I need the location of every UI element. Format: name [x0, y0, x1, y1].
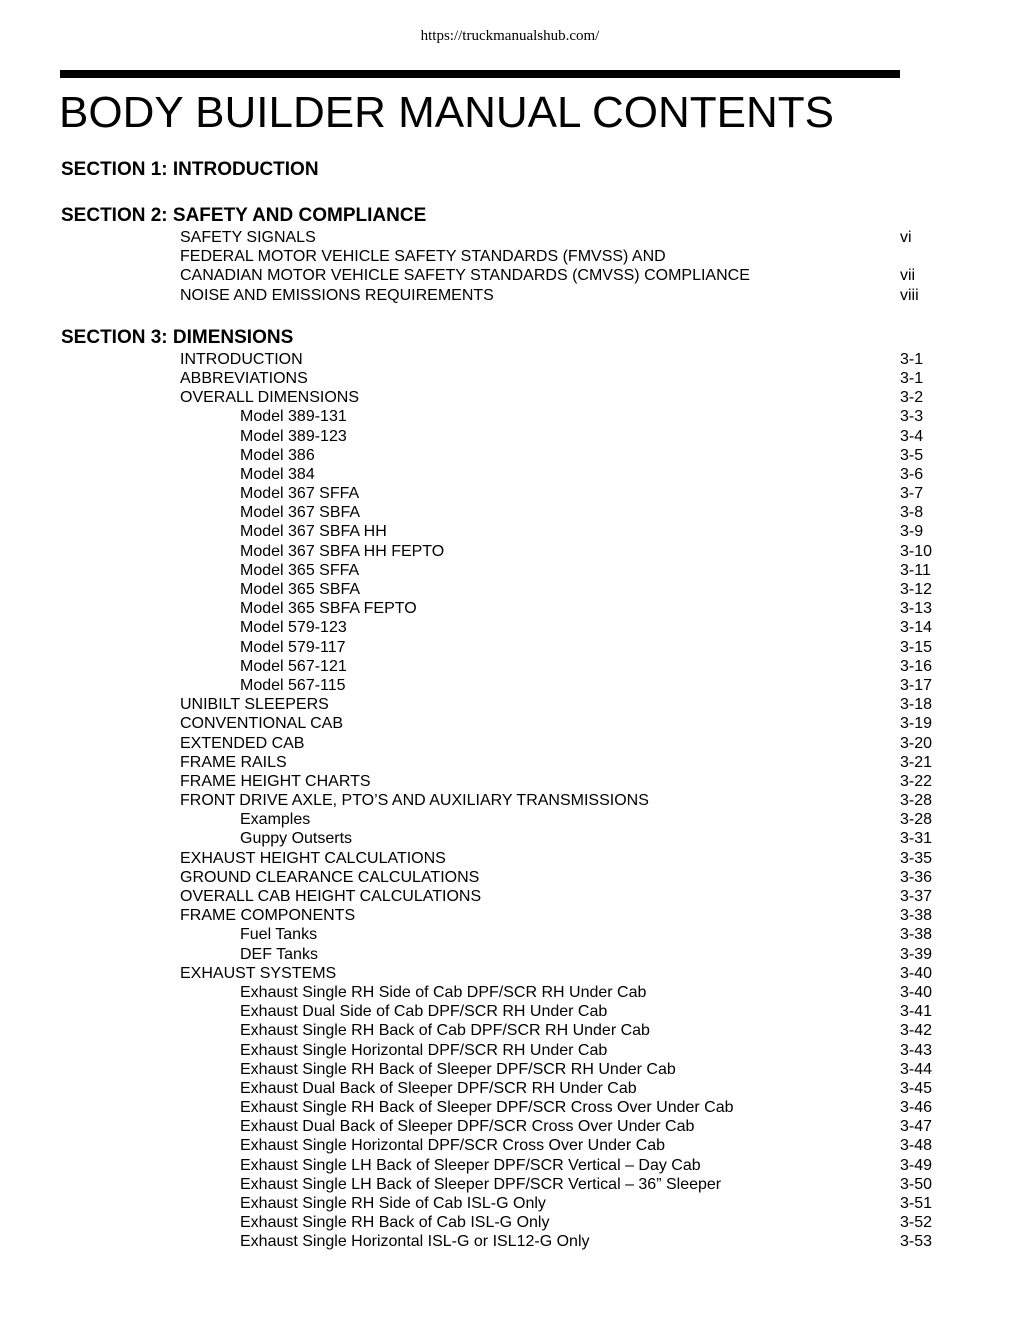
toc-entry[interactable] — [0, 247, 1020, 266]
toc-entry-page: 3-48 — [900, 1137, 933, 1155]
toc-entry[interactable] — [0, 350, 1020, 369]
toc-entry-label: Model 365 SFFA — [240, 561, 360, 579]
toc-entry[interactable] — [0, 561, 1020, 580]
toc-entry-label: Model 384 — [240, 465, 315, 483]
toc-entry[interactable] — [0, 1002, 1020, 1021]
toc-entry-label: Exhaust Single RH Side of Cab DPF/SCR RH Under Cab — [240, 983, 647, 1001]
toc-entry-page: 3-6 — [900, 465, 924, 483]
toc-entry[interactable] — [0, 465, 1020, 484]
section-3 — [0, 326, 1020, 1252]
toc-entry-page: 3-13 — [900, 600, 933, 618]
toc-entry-label: Exhaust Single RH Side of Cab ISL-G Only — [240, 1195, 546, 1212]
toc-entry[interactable] — [0, 1079, 1020, 1098]
toc-entry-label: Model 567-121 — [240, 657, 347, 675]
toc-entry-label: EXTENDED CAB — [180, 734, 305, 752]
toc-entry-label: Model 579-123 — [240, 619, 347, 637]
toc-entry[interactable] — [0, 427, 1020, 446]
toc-entry-label: Model 389-123 — [240, 427, 347, 445]
toc-entry-page: 3-21 — [900, 753, 933, 771]
toc-entry-page: 3-4 — [900, 427, 924, 445]
toc-entry[interactable] — [0, 1041, 1020, 1060]
toc-entry-label: Model 367 SBFA HH FEPTO — [240, 542, 445, 560]
toc-entry-label: UNIBILT SLEEPERS — [180, 696, 329, 714]
toc-entry[interactable] — [0, 369, 1020, 388]
toc-entry-label: Exhaust Single LH Back of Sleeper DPF/SCR Vertical – 36” Sleeper — [240, 1175, 722, 1193]
toc-entry-page: vii — [900, 267, 916, 285]
toc-entry-page: 3-16 — [900, 657, 933, 675]
toc-entry-page: 3-7 — [900, 485, 924, 503]
toc-entry-page: 3-38 — [900, 907, 933, 925]
toc-entry-page: 3-36 — [900, 868, 933, 886]
toc-entry-label: OVERALL DIMENSIONS — [180, 389, 360, 407]
toc-entry-label: DEF Tanks — [240, 945, 318, 963]
toc-entry-page: 3-38 — [900, 926, 933, 944]
toc-entry[interactable] — [0, 887, 1020, 906]
toc-entry-label: Model 567-115 — [240, 676, 346, 694]
toc-entry-label: CONVENTIONAL CAB — [180, 715, 343, 733]
toc-entry-page: 3-9 — [900, 523, 924, 541]
section-heading: SECTION 2: SAFETY AND COMPLIANCE — [61, 205, 427, 226]
toc-entry-page: 3-40 — [900, 983, 933, 1001]
title-rule — [60, 70, 900, 78]
toc-entry[interactable] — [0, 580, 1020, 599]
toc-entry-label: Model 386 — [240, 446, 315, 464]
toc-entry[interactable] — [0, 1213, 1020, 1232]
toc-entry[interactable] — [0, 734, 1020, 753]
toc-entry-page: 3-44 — [900, 1060, 933, 1078]
toc-entry-label: Exhaust Single RH Back of Sleeper DPF/SCR Cross Over Under Cab — [240, 1099, 734, 1117]
section-heading: SECTION 3: DIMENSIONS — [61, 326, 294, 348]
toc-entry-page: 3-41 — [900, 1003, 933, 1021]
toc-entry[interactable] — [0, 618, 1020, 637]
toc-entry-page: 3-18 — [900, 696, 933, 714]
section-1 — [0, 158, 1020, 182]
toc-entry-page: 3-1 — [900, 369, 924, 387]
toc-entry-label: Model 367 SBFA HH — [240, 523, 387, 541]
toc-entry-page: 3-45 — [900, 1079, 933, 1097]
toc-entry[interactable] — [0, 810, 1020, 829]
toc-entry-page: 3-28 — [900, 811, 933, 829]
table-of-contents — [0, 158, 1020, 1252]
toc-entry-label: EXHAUST SYSTEMS — [180, 964, 337, 982]
toc-entry-label: Guppy Outserts — [240, 830, 353, 848]
toc-entry[interactable] — [0, 446, 1020, 465]
toc-entry[interactable] — [0, 1232, 1020, 1251]
toc-entry-page: 3-14 — [900, 619, 933, 637]
toc-entry-label: SAFETY SIGNALS — [180, 229, 316, 246]
toc-entry-label: Exhaust Single RH Back of Cab DPF/SCR RH Under Cab — [240, 1022, 650, 1040]
toc-entry-label: Exhaust Dual Side of Cab DPF/SCR RH Under Cab — [240, 1003, 608, 1021]
toc-entry-page: 3-19 — [900, 715, 933, 733]
toc-entry-page: 3-12 — [900, 581, 933, 598]
toc-entry-label: Fuel Tanks — [240, 926, 318, 944]
toc-entry-label: FRAME RAILS — [180, 753, 287, 771]
toc-entry[interactable] — [0, 388, 1020, 407]
toc-entry-label: Exhaust Single RH Back of Cab ISL-G Only — [240, 1214, 550, 1232]
toc-entry-label: Model 365 SBFA FEPTO — [240, 600, 417, 618]
toc-entry-label: Model 367 SFFA — [240, 485, 360, 503]
toc-entry-label: Model 367 SBFA — [240, 504, 361, 522]
toc-entry-label: OVERALL CAB HEIGHT CALCULATIONS — [180, 888, 482, 905]
toc-entry-page: vi — [900, 229, 912, 246]
toc-entry-label: Exhaust Dual Back of Sleeper DPF/SCR Cross Over Under Cab — [240, 1118, 695, 1136]
toc-entry-label: Exhaust Single RH Back of Sleeper DPF/SCR RH Under Cab — [240, 1060, 676, 1078]
toc-entry-page: 3-31 — [900, 830, 933, 848]
toc-entry[interactable] — [0, 542, 1020, 561]
toc-entry[interactable] — [0, 407, 1020, 426]
toc-entry-page: 3-53 — [900, 1233, 933, 1251]
toc-entry[interactable] — [0, 1117, 1020, 1136]
toc-entry[interactable] — [0, 1136, 1020, 1155]
toc-entry[interactable] — [0, 925, 1020, 944]
toc-entry-page: 3-2 — [900, 389, 924, 407]
toc-entry[interactable] — [0, 1021, 1020, 1040]
toc-entry-page: 3-15 — [900, 638, 933, 656]
toc-entry-label: Exhaust Single Horizontal ISL-G or ISL12-G Only — [240, 1233, 590, 1251]
header-url[interactable]: https://truckmanualshub.com/ — [420, 28, 600, 44]
toc-entry[interactable] — [0, 1194, 1020, 1213]
toc-entry[interactable] — [0, 1098, 1020, 1117]
page-title: BODY BUILDER MANUAL CONTENTS — [59, 88, 835, 137]
toc-entry-page: 3-42 — [900, 1022, 933, 1040]
toc-entry-page: 3-43 — [900, 1041, 933, 1059]
toc-entry[interactable] — [0, 829, 1020, 848]
toc-entry-page: 3-17 — [900, 676, 933, 694]
toc-entry[interactable] — [0, 503, 1020, 522]
toc-entry-label: NOISE AND EMISSIONS REQUIREMENTS — [180, 286, 494, 304]
toc-entry-page: 3-39 — [900, 945, 933, 963]
toc-entry-label: INTRODUCTION — [180, 350, 303, 368]
toc-entry-label: FEDERAL MOTOR VEHICLE SAFETY STANDARDS (FMVSS) AND — [180, 248, 666, 266]
toc-entry-page: 3-3 — [900, 408, 924, 426]
toc-entry-page: 3-8 — [900, 504, 924, 522]
toc-entry-label: GROUND CLEARANCE CALCULATIONS — [180, 868, 480, 886]
toc-entry[interactable] — [0, 286, 1020, 305]
toc-entry[interactable] — [0, 849, 1020, 868]
toc-entry-page: 3-22 — [900, 772, 933, 790]
toc-entry[interactable] — [0, 945, 1020, 964]
toc-entry-label: EXHAUST HEIGHT CALCULATIONS — [180, 849, 446, 867]
toc-entry-label: FRONT DRIVE AXLE, PTO’S AND AUXILIARY TRANSMISSIONS — [180, 792, 649, 810]
toc-entry-page: 3-10 — [900, 542, 933, 560]
toc-entry[interactable] — [0, 772, 1020, 791]
toc-entry[interactable] — [0, 1175, 1020, 1194]
toc-entry[interactable] — [0, 714, 1020, 733]
section-2 — [0, 204, 1020, 305]
toc-entry-page: 3-20 — [900, 734, 933, 752]
toc-entry-label: Exhaust Dual Back of Sleeper DPF/SCR RH Under Cab — [240, 1079, 637, 1097]
toc-entry-page: 3-5 — [900, 446, 924, 464]
toc-entry[interactable] — [0, 964, 1020, 983]
toc-entry-label: Exhaust Single Horizontal DPF/SCR Cross Over Under Cab — [240, 1137, 666, 1155]
toc-entry-page: 3-52 — [900, 1214, 933, 1232]
toc-entry-page: viii — [900, 286, 919, 304]
toc-entry[interactable] — [0, 753, 1020, 772]
toc-entry[interactable] — [0, 228, 1020, 247]
toc-entry-page: 3-40 — [900, 964, 933, 982]
toc-entry-page: 3-47 — [900, 1118, 933, 1136]
toc-entry[interactable] — [0, 695, 1020, 714]
toc-entry[interactable] — [0, 983, 1020, 1002]
toc-entry-page: 3-51 — [900, 1195, 933, 1212]
toc-entry-label: Model 389-131 — [240, 408, 347, 426]
toc-entry-label: Examples — [240, 811, 311, 829]
toc-entry[interactable] — [0, 657, 1020, 676]
toc-entry-page: 3-1 — [900, 350, 924, 368]
toc-entry-label: Exhaust Single Horizontal DPF/SCR RH Under Cab — [240, 1041, 608, 1059]
toc-entry-page: 3-28 — [900, 792, 933, 810]
toc-entry[interactable] — [0, 791, 1020, 810]
toc-entry[interactable] — [0, 868, 1020, 887]
toc-entry[interactable] — [0, 484, 1020, 503]
toc-entry-page: 3-49 — [900, 1156, 933, 1174]
toc-entry[interactable] — [0, 1156, 1020, 1175]
toc-entry-page: 3-50 — [900, 1175, 933, 1193]
section-heading: SECTION 1: INTRODUCTION — [61, 159, 319, 180]
toc-entry[interactable] — [0, 676, 1020, 695]
toc-entry-label: CANADIAN MOTOR VEHICLE SAFETY STANDARDS (CMVSS) COMPLIANCE — [180, 267, 750, 285]
toc-entry-label: FRAME COMPONENTS — [180, 907, 356, 925]
toc-entry-page: 3-46 — [900, 1099, 933, 1117]
toc-entry-label: Model 365 SBFA — [240, 581, 361, 598]
toc-entry-label: FRAME HEIGHT CHARTS — [180, 772, 371, 790]
toc-entry-page: 3-11 — [900, 561, 931, 579]
toc-entry[interactable] — [0, 266, 1020, 285]
toc-entry-label: Exhaust Single LH Back of Sleeper DPF/SCR Vertical – Day Cab — [240, 1156, 701, 1174]
toc-entry-page: 3-37 — [900, 888, 933, 905]
toc-entry-label: Model 579-117 — [240, 638, 346, 656]
toc-entry-label: ABBREVIATIONS — [180, 369, 308, 387]
toc-entry[interactable] — [0, 906, 1020, 925]
toc-entry[interactable] — [0, 1060, 1020, 1079]
toc-entry[interactable] — [0, 599, 1020, 618]
toc-entry-page: 3-35 — [900, 849, 933, 867]
toc-entry[interactable] — [0, 638, 1020, 657]
toc-entry[interactable] — [0, 522, 1020, 541]
